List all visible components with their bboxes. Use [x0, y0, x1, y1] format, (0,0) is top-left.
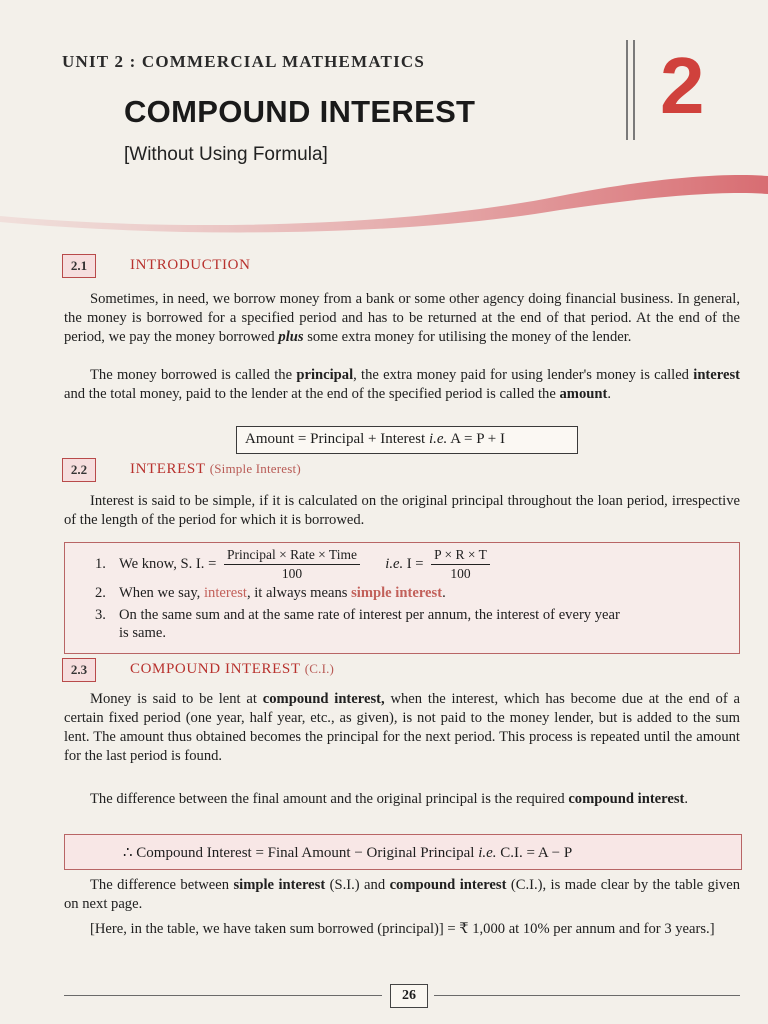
compound-interest-paragraph-1: Money is said to be lent at compound interest, when the interest, which has become due at the end of a certain fixed period (one year, half year, etc., as given), is not paid to the money lender, but is added to the sum lent. The amount thus obtained becomes the principal for the next period. This process is repeated until the amount for the last period is found. [64, 691, 740, 764]
section-number: 2.3 [62, 658, 96, 682]
si-fraction-symbols: $\frac{P \times R \times T}{100}$ [431, 547, 490, 582]
unit-label: UNIT 2 : COMMERCIAL MATHEMATICS [62, 52, 426, 71]
section-number: 2.1 [62, 254, 96, 278]
note-2: 2. When we say, interest, it always means simple interest. [95, 585, 446, 601]
amount-formula-box [236, 426, 578, 454]
chapter-divider [633, 40, 635, 140]
section-number: 2.2 [62, 458, 96, 482]
compound-interest-paragraph-4: [Here, in the table, we have taken sum borrowed (principal)] = ₹ 1,000 at 10% per annum and for 3 years.] [90, 921, 715, 937]
note-1: 1. We know, S. I. = $\frac{\text{Principal × Rate × Time}}{100}$ i.e. I = $\frac{P \times R \times T}{100}$ [95, 547, 494, 582]
compound-interest-formula-box [64, 834, 742, 870]
footer-rule-left [64, 995, 382, 996]
si-fraction-words: $\frac{\text{Principal × Rate × Time}}{100}$ [224, 547, 360, 582]
compound-interest-paragraph-2: The difference between the final amount and the original principal is the required compound interest. [90, 791, 689, 807]
section-title: COMPOUND INTEREST (C.I.) [130, 661, 335, 677]
interest-paragraph: Interest is said to be simple, if it is calculated on the original principal throughout the loan period, irrespective of the length of the period for which it is borrowed. [64, 493, 740, 528]
compound-interest-formula: ∴ Compound Interest = Final Amount − Original Principal i.e. C.I. = A − P [123, 845, 573, 861]
chapter-number: 2 [660, 41, 705, 130]
chapter-divider [626, 40, 628, 140]
intro-paragraph-1: Sometimes, in need, we borrow money from a bank or some other agency doing financial business. In general, the money is borrowed for a specified period and has to be returned at the end of that period. At the end of the period, we pay the money borrowed plus some extra money for utilising the money of the lender. [64, 291, 740, 345]
chapter-title: COMPOUND INTEREST [124, 94, 476, 129]
decorative-swoosh [0, 150, 768, 240]
note-3: 3. On the same sum and at the same rate of interest per annum, the interest of every year [95, 607, 620, 623]
section-title: INTRODUCTION [130, 257, 251, 273]
section-title: INTEREST (Simple Interest) [130, 461, 301, 477]
note-3-continued: is same. [119, 625, 167, 641]
compound-interest-paragraph-3: The difference between simple interest (S.I.) and compound interest (C.I.), is made clear by the table given on next page. [64, 877, 741, 912]
chapter-subtitle: [Without Using Formula] [124, 144, 328, 165]
footer-rule-right [434, 995, 740, 996]
intro-paragraph-2: The money borrowed is called the principal, the extra money paid for using lender's money is called interest and the total money, paid to the lender at the end of the specified period is called the amount. [64, 367, 741, 402]
simple-interest-notes-box [64, 542, 740, 654]
amount-formula: Amount = Principal + Interest i.e. A = P + I [245, 431, 505, 447]
page-number: 26 [390, 984, 428, 1008]
